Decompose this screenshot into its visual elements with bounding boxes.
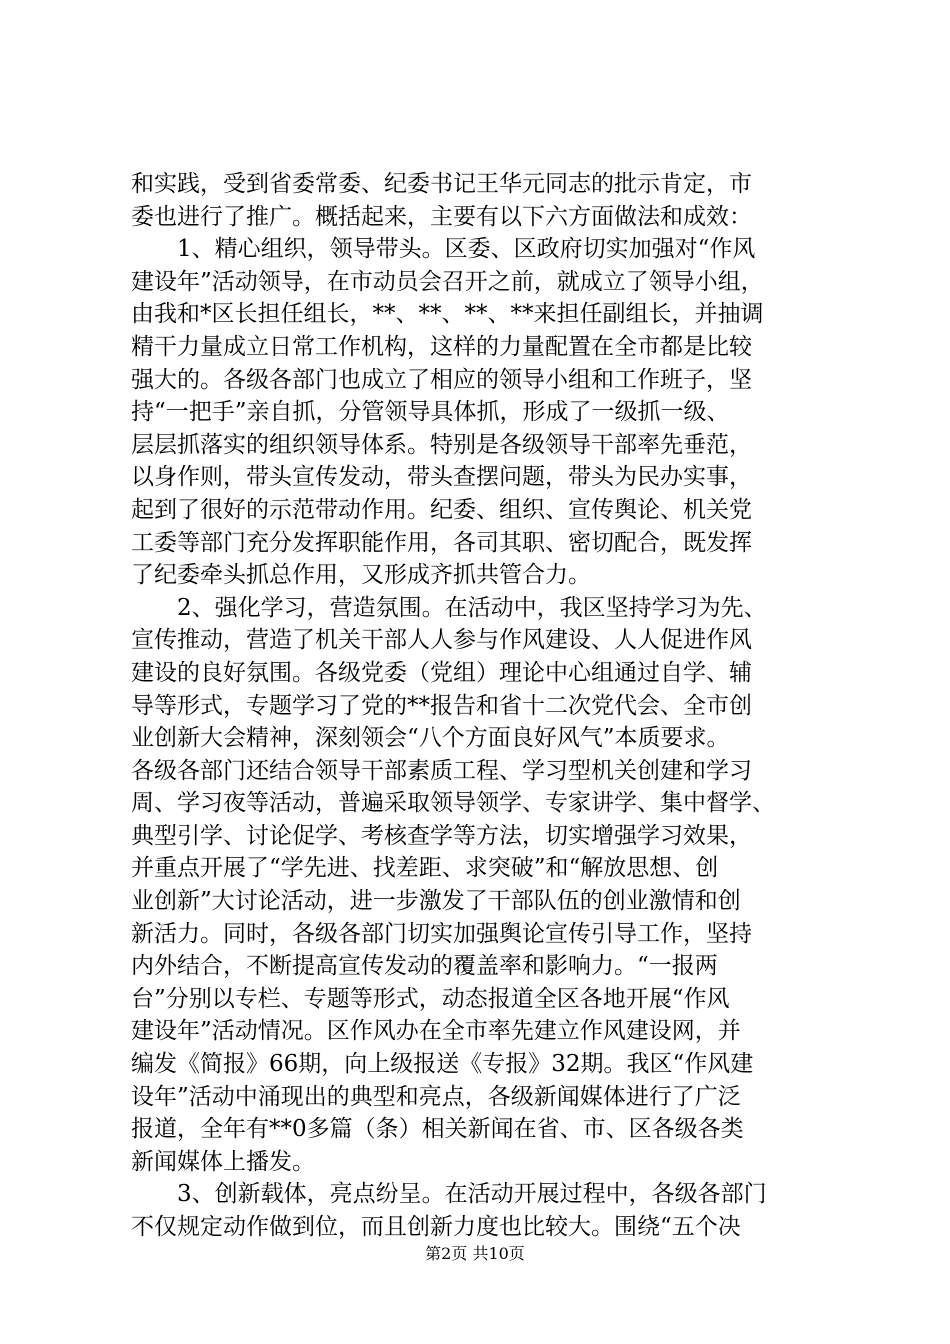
text-line: 委也进行了推广。概括起来，主要有以下六方面做法和成效： [131,203,752,230]
document-body [131,168,829,1244]
text-line: 新活力。同时，各级各部门切实加强舆论宣传引导工作，坚持 [131,920,752,947]
text-line: 设年”活动中涌现出的典型和亮点，各级新闻媒体进行了广泛 [131,1083,741,1110]
text-line: 编发《简报》66期，向上级报送《专报》32期。我区“作风建 [131,1051,754,1078]
text-line: 周、学习夜等活动，普遍采取领导领学、专家讲学、集中督学、 [131,790,775,817]
text-line: 建设的良好氛围。各级党委（党组）理论中心组通过自学、辅 [131,659,752,686]
text-line: 并重点开展了“学先进、找差距、求突破”和“解放思想、创 [131,855,719,882]
text-line: 了纪委牵头抓总作用，又形成齐抓共管合力。 [131,562,591,589]
text-line: 和实践，受到省委常委、纪委书记王华元同志的批示肯定，市 [131,171,752,197]
page-footer [0,1241,950,1264]
paragraph-start-line: 1、精心组织，领导带头。区委、区政府切实加强对“作风 [177,236,756,263]
text-line: 台”分别以专栏、专题等形式，动态报道全区各地开展“作风 [131,985,730,1012]
text-line: 工委等部门充分发挥职能作用，各司其职、密切配合，既发挥 [131,529,752,556]
text-line: 各级各部门还结合领导干部素质工程、学习型机关创建和学习 [131,757,752,784]
text-line: 新闻媒体上播发。 [131,1148,315,1175]
text-line: 层层抓落实的组织领导体系。特别是各级领导干部率先垂范， [131,431,752,458]
text-line: 持“一把手”亲自抓，分管领导具体抓，形成了一级抓一级、 [131,399,730,426]
text-line: 业创新大会精神，深刻领会“八个方面良好风气”本质要求。 [131,725,730,752]
text-line: 建设年”活动情况。区作风办在全市率先建立作风建设网，并 [131,1018,741,1045]
text-line: 业创新”大讨论活动，进一步激发了干部队伍的创业激情和创 [131,888,741,915]
page-number: 第2页 共10页 [425,1244,525,1263]
paragraph-start-line: 3、创新载体，亮点纷呈。在活动开展过程中，各级各部门 [177,1181,767,1208]
text-line: 报道，全年有**0多篇（条）相关新闻在省、市、区各级各类 [131,1116,744,1143]
text-line: 导等形式，专题学习了党的**报告和省十二次党代会、全市创 [131,692,752,719]
text-line: 建设年”活动领导，在市动员会召开之前，就成立了领导小组， [131,268,764,295]
text-line: 精干力量成立日常工作机构，这样的力量配置在全市都是比较 [131,333,752,360]
text-line: 内外结合，不断提高宣传发动的覆盖率和影响力。“一报两 [131,953,718,980]
text-line: 以身作则，带头宣传发动，带头查摆问题，带头为民办实事， [131,464,752,491]
paragraph-start-line: 2、强化学习，营造氛围。在活动中，我区坚持学习为先、 [177,594,767,621]
text-line: 典型引学、讨论促学、考核查学等方法，切实增强学习效果， [131,822,752,849]
text-line: 由我和*区长担任组长，**、**、**、**来担任副组长，并抽调 [131,301,764,328]
text-line: 强大的。各级各部门也成立了相应的领导小组和工作班子，坚 [131,366,752,393]
text-line: 起到了很好的示范带动作用。纪委、组织、宣传舆论、机关党 [131,496,752,523]
text-line: 宣传推动，营造了机关干部人人参与作风建设、人人促进作风 [131,627,752,654]
text-line: 不仅规定动作做到位，而且创新力度也比较大。围绕“五个决 [131,1214,741,1240]
